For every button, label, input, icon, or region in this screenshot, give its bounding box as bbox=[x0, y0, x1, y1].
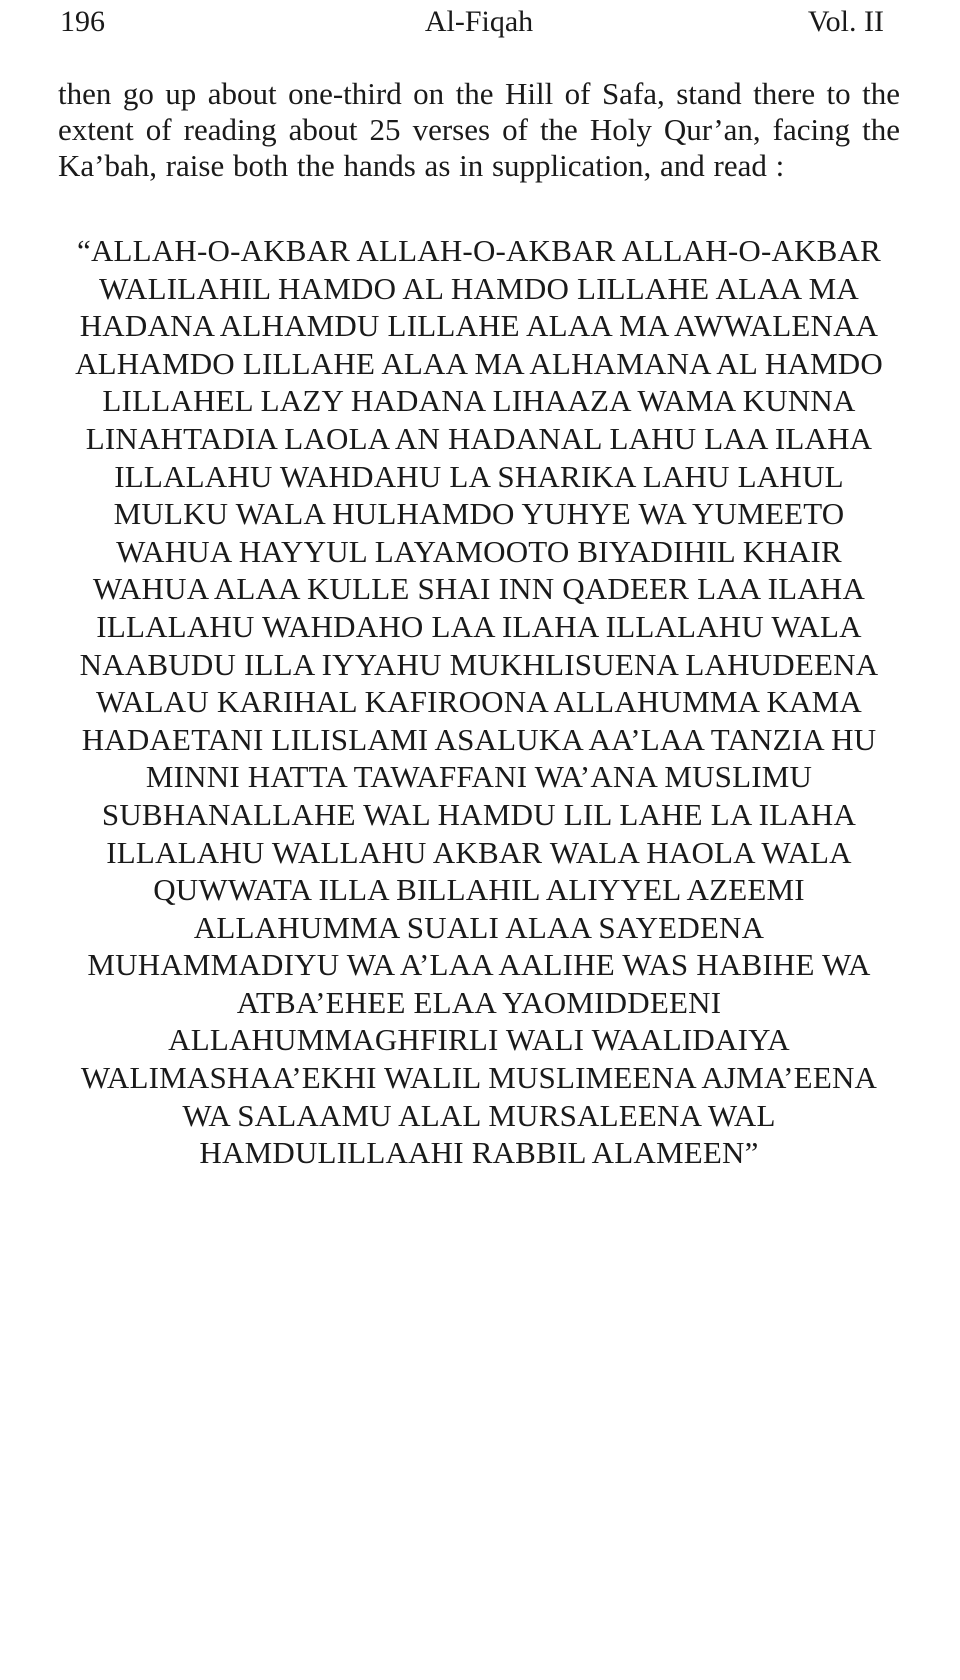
book-page bbox=[58, 0, 900, 1172]
supplication-line: WALAU KARIHAL KAFIROONA ALLAHUMMA KAMA bbox=[96, 684, 862, 720]
supplication-line: ATBA’EHEE ELAA YAOMIDDEENI bbox=[236, 984, 722, 1020]
supplication-line: “ALLAH-O-AKBAR ALLAH-O-AKBAR ALLAH-O-AKBAR bbox=[77, 233, 881, 268]
supplication-line: MULKU WALA HULHAMDO YUHYE WA YUMEETO bbox=[113, 496, 845, 532]
supplication-line: NAABUDU ILLA IYYAHU MUKHLISUENA LAHUDEENA bbox=[79, 646, 879, 682]
supplication-line: WA SALAAMU ALAL MURSALEENA WAL bbox=[182, 1097, 776, 1133]
book-title: Al-Fiqah bbox=[424, 5, 534, 38]
supplication-line: QUWWATA ILLA BILLAHIL ALIYYEL AZEEMI bbox=[153, 872, 805, 908]
supplication-line: SUBHANALLAHE WAL HAMDU LIL LAHE LA ILAHA bbox=[101, 796, 857, 832]
supplication-line: ILLALAHU WAHDAHU LA SHARIKA LAHU LAHUL bbox=[114, 458, 844, 494]
running-header bbox=[58, 2, 900, 46]
body-paragraph: then go up about one-third on the Hill of Safa, stand there to the extent of reading about 25 verses of the Holy Qur’an, facing the Ka’bah, raise both the hands as in supplication, and read : bbox=[58, 76, 900, 183]
volume-label: Vol. II bbox=[807, 5, 884, 38]
supplication-line: ILLALAHU WAHDAHO LAA ILAHA ILLALAHU WALA bbox=[96, 608, 862, 644]
supplication-line: HADANA ALHAMDU LILLAHE ALAA MA AWWALENAA bbox=[79, 308, 879, 344]
supplication-line: WAHUA ALAA KULLE SHAI INN QADEER LAA ILAHA bbox=[92, 571, 866, 607]
supplication-line: WAHUA HAYYUL LAYAMOOTO BIYADIHIL KHAIR bbox=[116, 533, 842, 569]
supplication-line: HADAETANI LILISLAMI ASALUKA AA’LAA TANZIA HU bbox=[81, 721, 877, 757]
supplication-line: MUHAMMADIYU WA A’LAA AALIHE WAS HABIHE WA bbox=[87, 947, 871, 983]
supplication-line: LILLAHEL LAZY HADANA LIHAAZA WAMA KUNNA bbox=[102, 383, 856, 419]
supplication-line: WALIMASHAA’EKHI WALIL MUSLIMEENA AJMA’EENA bbox=[80, 1060, 878, 1096]
supplication-line: HAMDULILLAAHI RABBIL ALAMEEN” bbox=[199, 1135, 759, 1171]
supplication-line: ALHAMDO LILLAHE ALAA MA ALHAMANA AL HAMDO bbox=[75, 345, 883, 381]
supplication-line: WALILAHIL HAMDO AL HAMDO LILLAHE ALAA MA bbox=[99, 270, 859, 306]
supplication-text bbox=[58, 232, 900, 1172]
supplication-line: MINNI HATTA TAWAFFANI WA’ANA MUSLIMU bbox=[145, 759, 813, 795]
supplication-line: ILLALAHU WALLAHU AKBAR WALA HAOLA WALA bbox=[106, 834, 852, 870]
page-number: 196 bbox=[60, 5, 105, 38]
supplication-line: ALLAHUMMA SUALI ALAA SAYEDENA bbox=[193, 909, 765, 945]
supplication-line: LINAHTADIA LAOLA AN HADANAL LAHU LAA ILAHA bbox=[85, 420, 873, 456]
supplication-line: ALLAHUMMAGHFIRLI WALI WAALIDAIYA bbox=[168, 1022, 790, 1058]
